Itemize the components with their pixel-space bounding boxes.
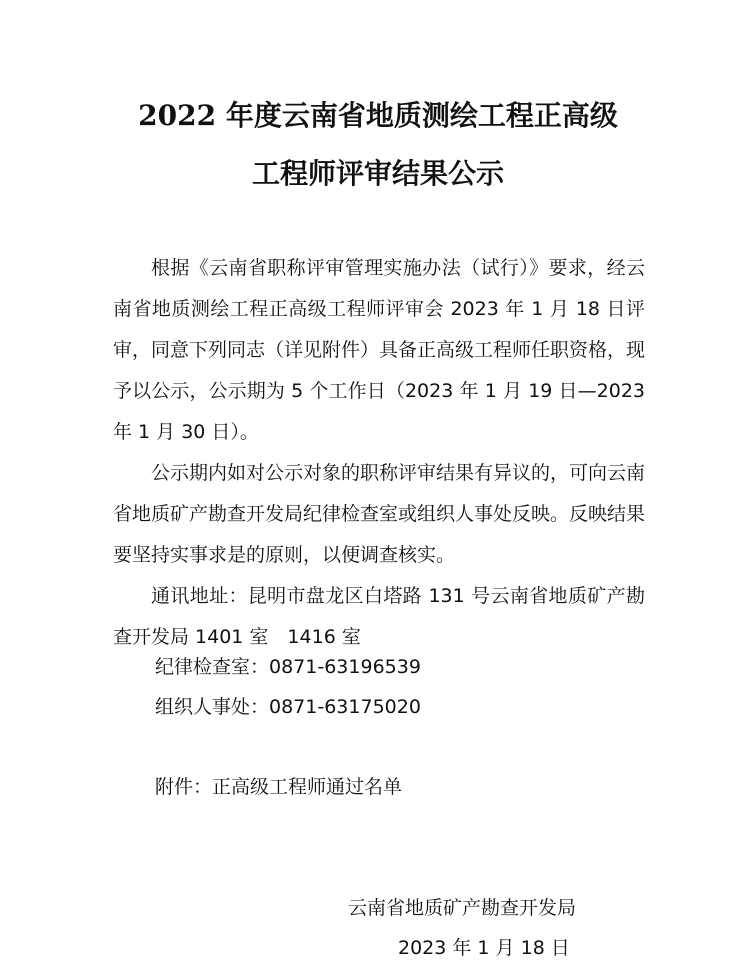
personnel-office-phone: 组织人事处：0871-63175020 — [155, 696, 421, 718]
address-text: 通讯地址：昆明市盘龙区白塔路 131 号云南省地质矿产勘查开发局 1401 室 1416 室 — [113, 585, 645, 648]
discipline-office-phone: 纪律检查室：0871-63196539 — [155, 656, 421, 678]
document-title-line-1: 2022 年度云南省地质测绘工程正高级 — [138, 99, 618, 132]
signature-organization: 云南省地质矿产勘查开发局 — [348, 897, 577, 919]
paragraph-text: 根据《云南省职称评审管理实施办法（试行）》要求，经云南省地质测绘工程正高级工程师评审会 2023 年 1 月 18 日评审，同意下列同志（详见附件）具备正高级工程师任职资格，现予以公示，公示期为 5 个工作日（2023 年 1 月 19 日—2023 年 1 月 30 日）。 — [113, 257, 646, 443]
document-title-line-2: 工程师评审结果公示 — [251, 157, 504, 190]
body-paragraph-2 — [113, 453, 645, 576]
body-paragraph-1 — [113, 248, 645, 453]
paragraph-text: 公示期内如对公示对象的职称评审结果有异议的，可向云南省地质矿产勘查开发局纪律检查室或组织人事处反映。反映结果要坚持实事求是的原则，以便调查核实。 — [113, 462, 646, 566]
contact-address — [113, 576, 645, 658]
attachment-note: 附件：正高级工程师通过名单 — [155, 776, 403, 798]
signature-date: 2023 年 1 月 18 日 — [398, 937, 570, 959]
